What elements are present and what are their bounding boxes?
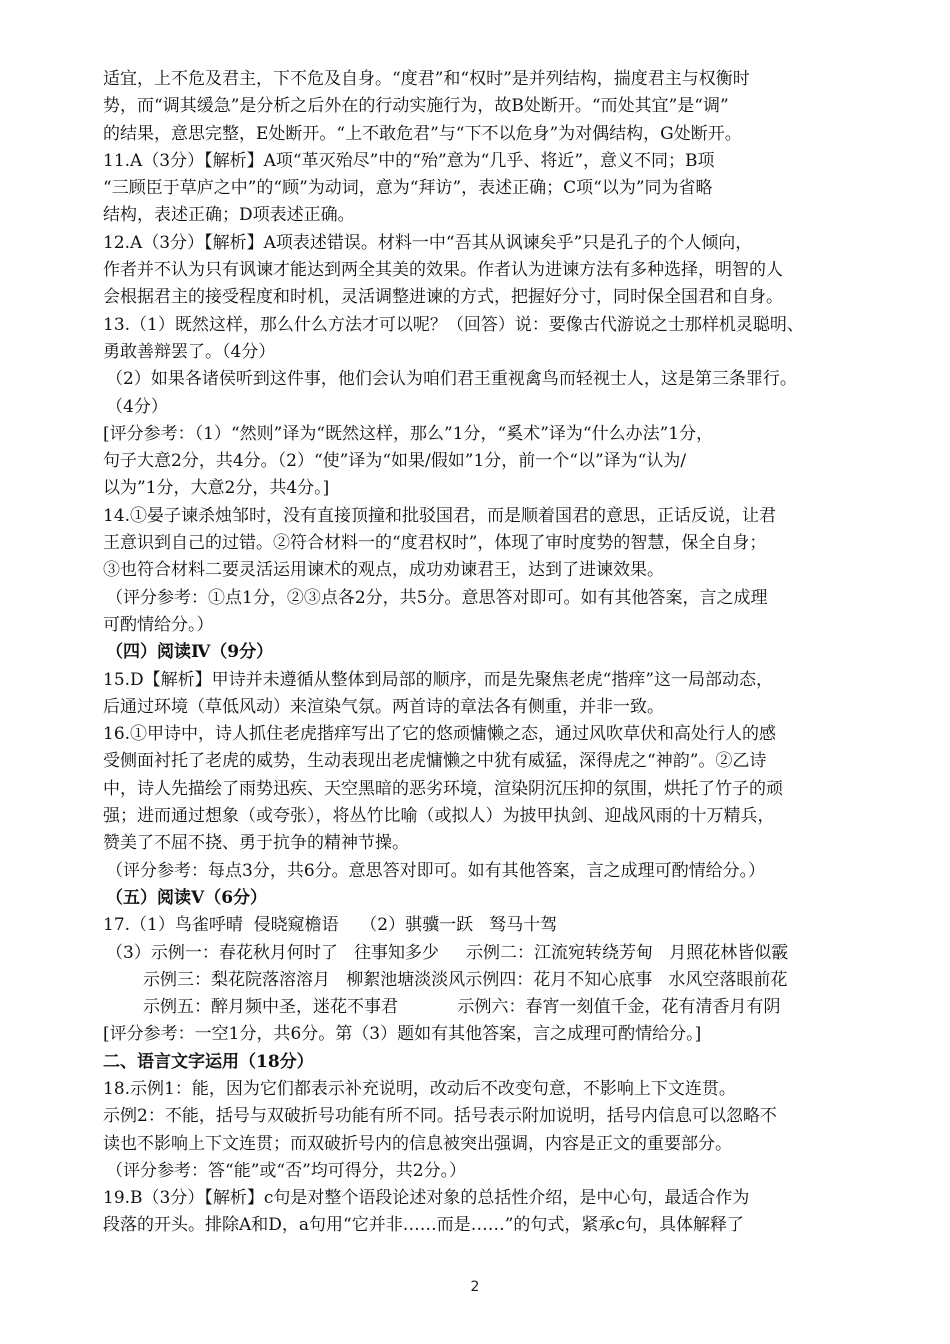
text-line: 强；进而通过想象（或夸张），将丛竹比喻（或拟人）为披甲执剑、迎战风雨的十万精兵， [103, 806, 775, 827]
text-line: （4分） [106, 396, 168, 417]
text-line: 受侧面衬托了老虎的威势，生动表现出老虎慵懒之中犹有威猛，深得虎之“神韵”。②乙诗 [103, 751, 767, 772]
text-line: （2）如果各诸侯听到这件事，他们会认为咱们君王重视禽鸟而轻视士人，这是第三条罪行。 [106, 369, 797, 390]
text-line: 读也不影响上下文连贯；而双破折号内的信息被突出强调，内容是正文的重要部分。 [103, 1133, 732, 1154]
text-line: “三顾臣于草庐之中”的“顾”为动词，意为“拜访”，表述正确；C项“以为”同为省略 [103, 178, 713, 199]
text-line: 以为”1分，大意2分，共4分。] [103, 478, 330, 499]
section-heading: （五）阅读Ⅴ（6分） [106, 887, 268, 908]
text-line: （评分参考：①点1分，②③点各2分，共5分。意思答对即可。如有其他答案，言之成理 [106, 587, 768, 608]
text-line: 14.①晏子谏杀烛邹时，没有直接顶撞和批驳国君，而是顺着国君的意思，正话反说，让君 [103, 505, 777, 526]
text-line: （评分参考：答“能”或“否”均可得分，共2分。） [106, 1160, 467, 1181]
text-line: 示例2：不能，括号与双破折号功能有所不同。括号表示附加说明，括号内信息可以忽略不 [103, 1106, 777, 1127]
text-line: 王意识到自己的过错。②符合材料一的“度君权时”，体现了审时度势的智慧，保全自身； [103, 533, 767, 554]
text-line: （3）示例一：春花秋月何时了 往事知多少 示例二：江流宛转绕芳甸 月照花林皆似霰 [106, 942, 789, 963]
text-line: 15.D【解析】甲诗并未遵循从整体到局部的顺序，而是先聚焦老虎“揩痒”这一局部动态， [103, 669, 774, 690]
text-line: 11.A（3分）【解析】A项“革灭殆尽”中的“殆”意为“几乎、将近”，意义不同；B项 [103, 150, 715, 171]
section-heading: 二、语言文字运用（18分） [103, 1051, 314, 1072]
page-number: 2 [470, 1279, 480, 1295]
text-line: 12.A（3分）【解析】A项表述错误。材料一中“吾其从讽谏矣乎”只是孔子的个人倾向， [103, 232, 753, 253]
text-line: [评分参考：（1）“然则”译为“既然这样，那么”1分，“奚术”译为“什么办法”1分， [103, 423, 714, 444]
text-line: 后通过环境（草低风动）来渲染气氛。两首诗的章法各有侧重，并非一致。 [103, 696, 664, 717]
document-body [103, 66, 863, 1240]
text-line: 段落的开头。排除A和D，a句用“它并非……而是……”的句式，紧承c句，具体解释了 [103, 1215, 744, 1236]
text-line: 中，诗人先描绘了雨势迅疾、天空黑暗的恶劣环境，渲染阴沉压抑的氛围，烘托了竹子的顽 [103, 778, 783, 799]
text-line: ③也符合材料二要灵活运用谏术的观点，成功劝谏君王，达到了进谏效果。 [103, 560, 664, 581]
text-line: （评分参考：每点3分，共6分。意思答对即可。如有其他答案，言之成理可酌情给分。） [106, 860, 766, 881]
text-line: 勇敢善辩罢了。（4分） [103, 341, 276, 362]
text-line: 的结果，意思完整，E处断开。“上不敢危君”与“下不以危身”为对偶结构，G处断开。 [103, 123, 742, 144]
text-line: 句子大意2分，共4分。（2）“使”译为“如果/假如”1分，前一个“以”译为“认为/ [103, 451, 687, 472]
text-line: 示例三：梨花院落溶溶月 柳絮池塘淡淡风示例四：花月不知心底事 水风空落眼前花 [143, 969, 788, 990]
text-line: 18.示例1：能，因为它们都表示补充说明，改动后不改变句意，不影响上下文连贯。 [103, 1078, 736, 1099]
text-line: 会根据君主的接受程度和时机，灵活调整进谏的方式，把握好分寸，同时保全国君和自身。 [103, 287, 783, 308]
text-line: [评分参考：一空1分，共6分。第（3）题如有其他答案，言之成理可酌情给分。] [103, 1024, 702, 1045]
text-line: 作者并不认为只有讽谏才能达到两全其美的效果。作者认为进谏方法有多种选择，明智的人 [103, 260, 783, 281]
text-line: 16.①甲诗中，诗人抓住老虎揩痒写出了它的悠顽慵懒之态，通过风吹草伏和高处行人的感 [103, 724, 777, 745]
text-line: 势，而“调其缓急”是分析之后外在的行动实施行为，故B处断开。“而处其宜”是“调” [103, 96, 729, 117]
text-line: 17.（1）鸟雀呼晴 侵晓窥檐语 （2）骐骥一跃 驽马十驾 [103, 915, 558, 936]
text-line: 可酌情给分。） [103, 614, 214, 635]
text-line: 13.（1）既然这样，那么什么方法才可以呢？（回答）说：要像古代游说之士那样机灵聪明、 [103, 314, 804, 335]
text-line: 赞美了不屈不挠、勇于抗争的精神节操。 [103, 833, 409, 854]
text-line: 19.B（3分）【解析】c句是对整个语段论述对象的总括性介绍，是中心句，最适合作为 [103, 1188, 750, 1209]
text-line: 示例五：醉月频中圣，迷花不事君 示例六：春宵一刻值千金，花有清香月有阴 [143, 997, 781, 1018]
text-line: 适宜，上不危及君主，下不危及自身。“度君”和“权时”是并列结构，揣度君主与权衡时 [103, 69, 750, 89]
section-heading: （四）阅读Ⅳ（9分） [106, 642, 274, 663]
text-line: 结构，表述正确；D项表述正确。 [103, 205, 355, 226]
